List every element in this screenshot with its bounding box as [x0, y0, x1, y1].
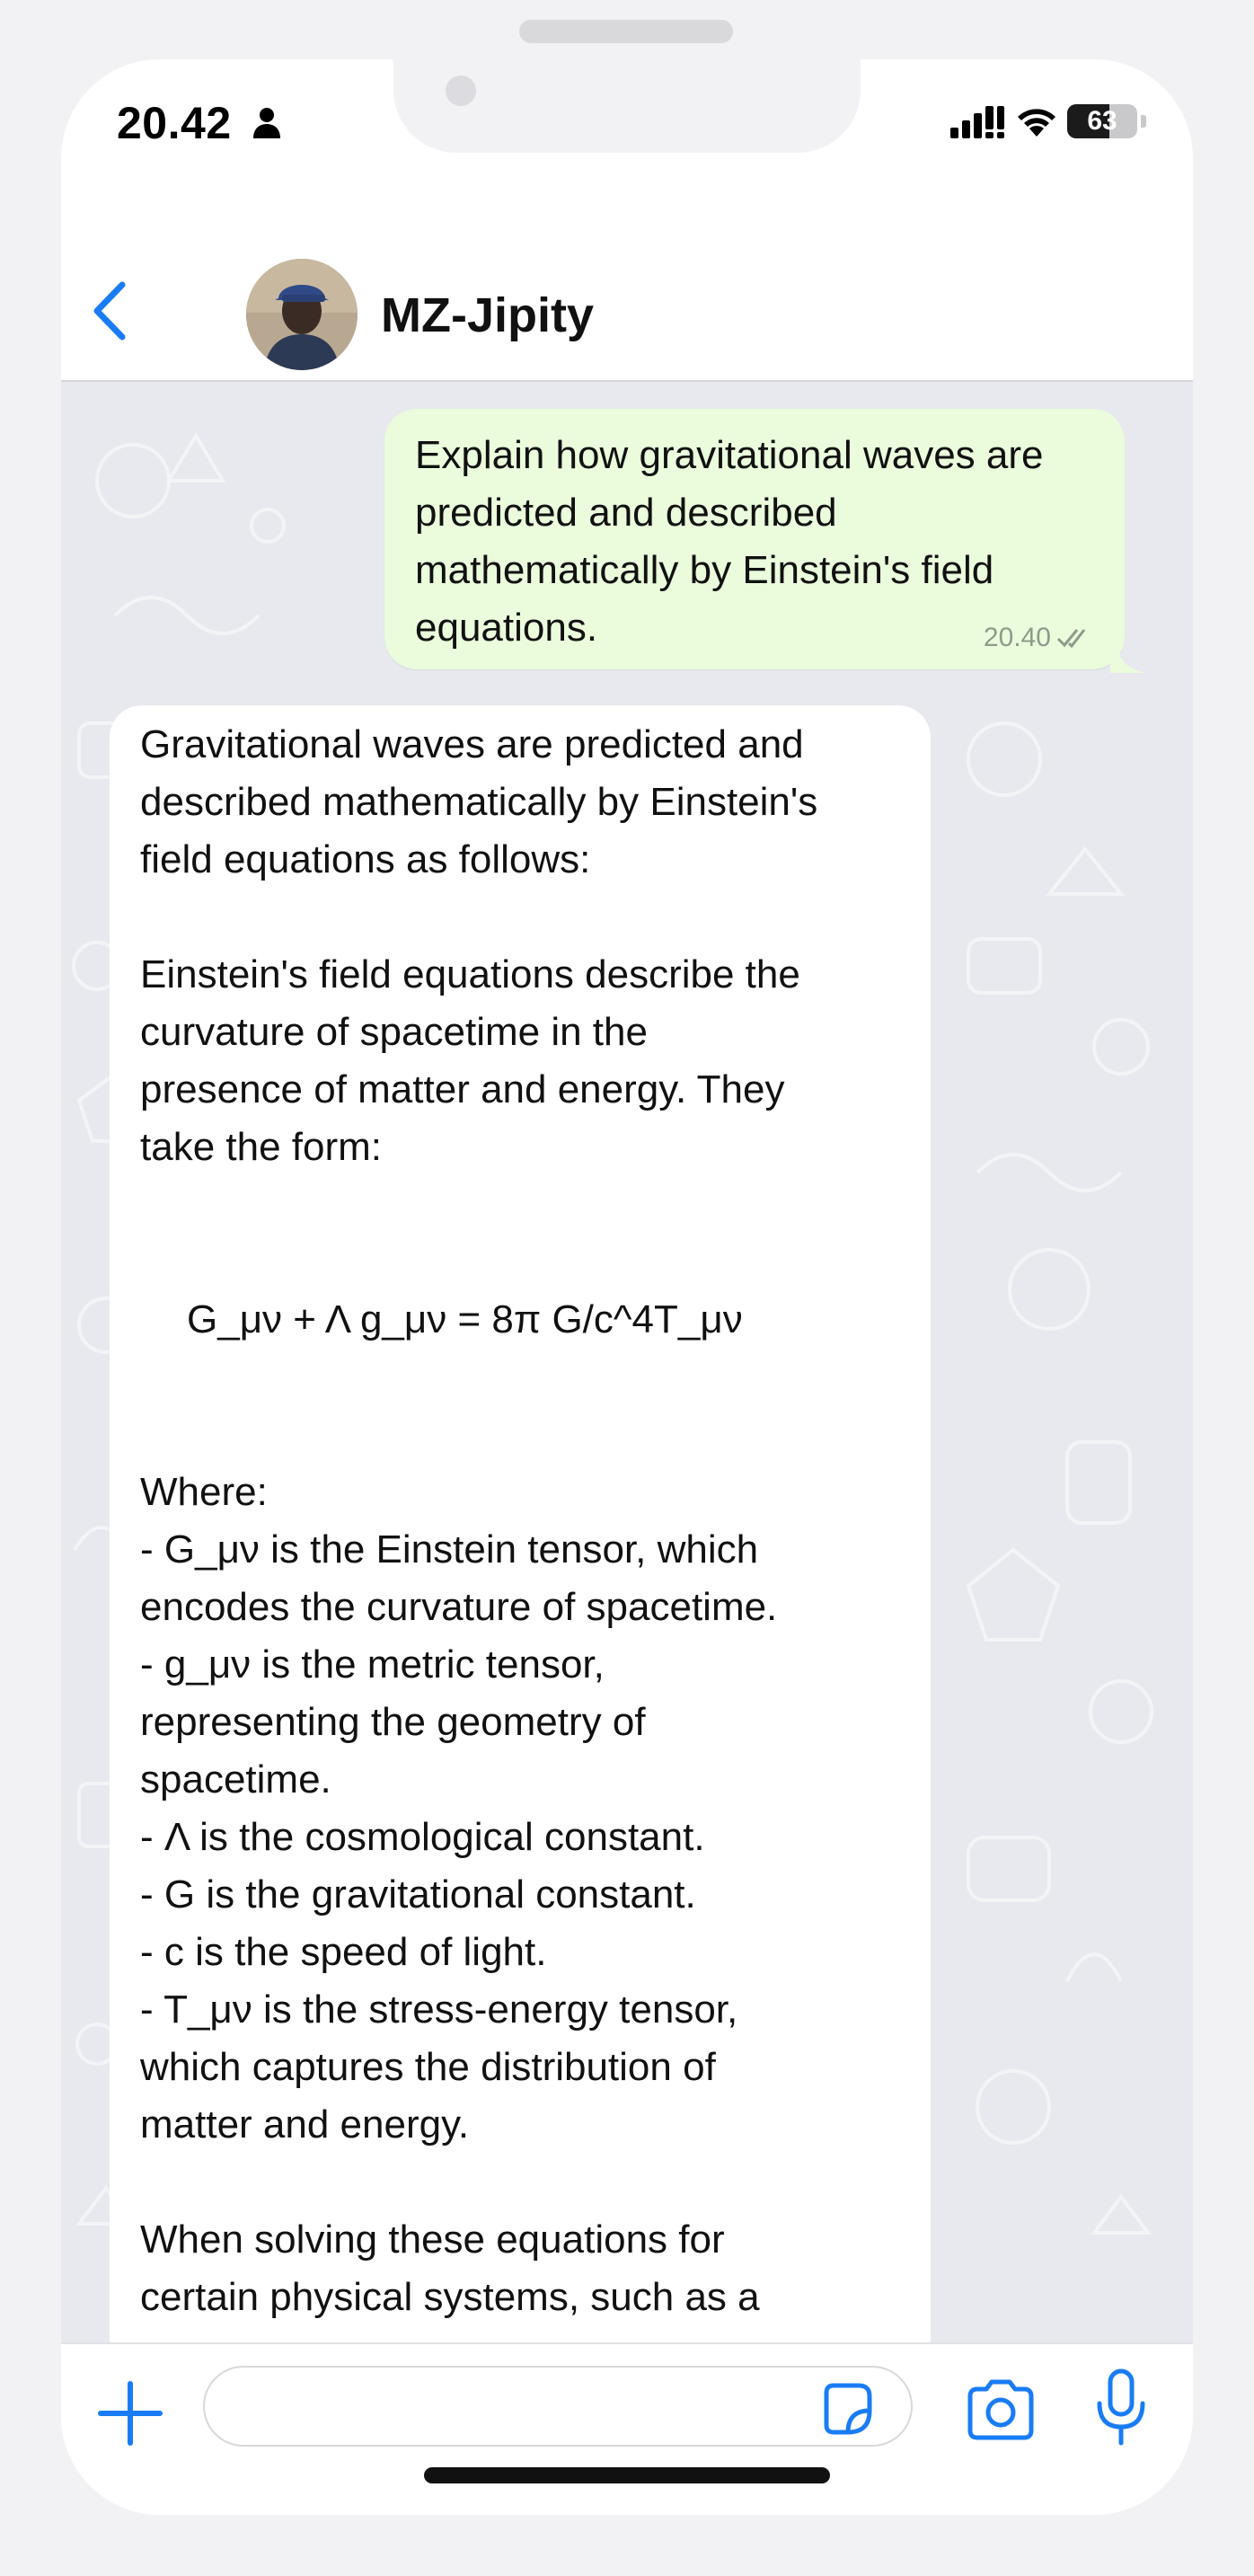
reply-paragraph: Einstein's field equations describe the curvature of spacetime in the presence of matter and energy. They take the form: [140, 952, 800, 1169]
paragraph-gap [140, 889, 900, 946]
chat-area[interactable] [61, 382, 1193, 2342]
status-time: 20.42 [117, 98, 232, 148]
battery-indicator [1067, 104, 1137, 138]
incoming-message-bubble[interactable] [110, 705, 931, 2342]
top-pill [519, 20, 733, 43]
message-time: 20.40 [983, 623, 1051, 652]
outgoing-message-bubble[interactable] [384, 409, 1125, 669]
message-input[interactable] [203, 2366, 913, 2447]
chevron-left-icon [92, 281, 128, 341]
double-check-icon [1056, 627, 1092, 649]
reply-definitions: Where: - G_μν is the Einstein tensor, which encodes the curvature of spacetime. - g_μν is the metric tensor, representing the geometry of spacetime. - Λ is the cosmological constant. - G is the gravitational constant. - c is the speed of light. - T_μν is the stress-energy tensor, which captures the distribution of matter and energy. [140, 1470, 778, 2147]
paragraph-gap [140, 2154, 900, 2211]
status-icons [950, 102, 1166, 142]
camera-icon[interactable] [965, 2377, 1037, 2441]
phone-frame [61, 59, 1193, 2515]
outgoing-bubble-tail [1110, 651, 1146, 673]
wifi-icon [1015, 104, 1058, 138]
plus-icon[interactable] [97, 2380, 163, 2447]
chat-title[interactable]: MZ-Jipity [381, 288, 594, 342]
battery-level: 63 [1087, 106, 1117, 136]
reply-paragraph: When solving these equations for certain physical systems, such as a [140, 2217, 760, 2319]
avatar-image [246, 259, 358, 370]
home-indicator[interactable] [424, 2467, 830, 2483]
signal-icon [950, 106, 1004, 138]
message-input-bar [61, 2342, 1193, 2515]
sticker-icon[interactable] [817, 2380, 875, 2438]
field-equation: G_μν + Λ g_μν = 8π G/c^4T_μν [187, 1297, 743, 1341]
chat-header [61, 194, 1193, 382]
front-camera-dot [446, 75, 476, 106]
notch [393, 59, 861, 153]
person-icon [252, 106, 282, 138]
outgoing-message-text: Explain how gravitational waves are predicted and described mathematically by Einstein's field equations. [415, 433, 1044, 650]
battery-tip [1141, 115, 1146, 128]
back-button[interactable] [83, 275, 137, 347]
reply-intro: Gravitational waves are predicted and described mathematically by Einstein's field equations as follows: [140, 722, 818, 881]
microphone-icon[interactable] [1092, 2368, 1150, 2447]
message-meta [984, 623, 1092, 653]
avatar[interactable] [246, 259, 358, 370]
